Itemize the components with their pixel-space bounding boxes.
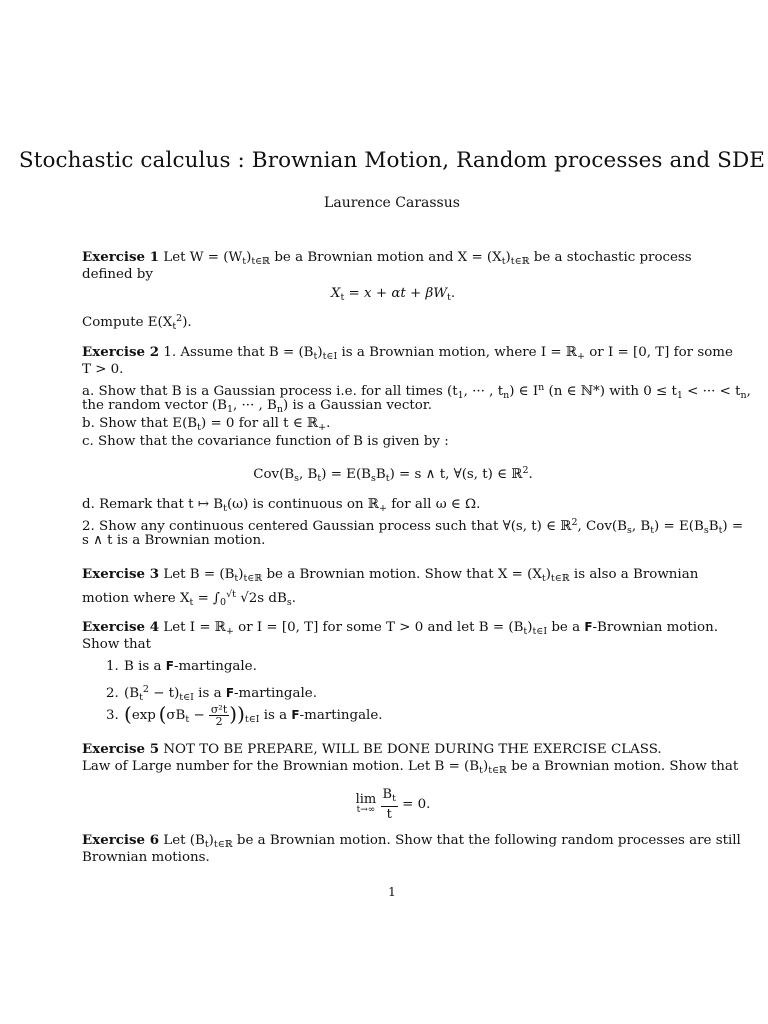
exercise-1-line-2: defined by xyxy=(82,267,153,282)
bt-over-t-fraction: $\frac{B_t}{t}$ xyxy=(382,787,396,822)
exercise-5-limit-equation: lim t→∞ $\frac{B_t}{t}$ = 0. xyxy=(355,787,431,822)
exercise-2-part-b: b. Show that $E(B_t) = 0$ for all t ∈ ℝ$_+$. xyxy=(82,416,331,433)
exercise-6-line-2: Brownian motions. xyxy=(82,850,210,865)
exercise-2-part-d: d. Remark that t ↦ $B_t(\omega)$ is continuous on ℝ$_+$ for all ω ∈ Ω. xyxy=(82,497,481,514)
exercise-4-line-1: Exercise 4 Let I = ℝ$_+$ or I = [0, T] for some T > 0 and let $B = (B_t)_{t\in I}$ be a F-Brownian motion. xyxy=(82,619,718,637)
exercise-4-label: Exercise 4 xyxy=(82,619,160,635)
exercise-3-line-1: Exercise 3 Let $B = (B_t)_{t\in ℝ}$ be a Brownian motion. Show that $X = (X_t)_{t\in ℝ}$ is also a Brownian xyxy=(82,566,699,584)
exercise-2-line-1: Exercise 2 1. Assume that $B = (B_t)_{t\in I}$ is a Brownian motion, where I = ℝ$_+$ or I = [0, T] for some xyxy=(82,344,733,362)
exercise-2-part-a: a. Show that B is a Gaussian process i.e. for all times ($t_1$, ··· , $t_n$) ∈ $I^n$ (n ∈ ℕ*) with $0 \le t_1$ < ··· < $t_n$, xyxy=(82,382,751,401)
exercise-2-label: Exercise 2 xyxy=(82,344,160,360)
exercise-3-line-2: motion where $X_t = \int_0^{√t}$ √2s $dB_s$. xyxy=(82,589,296,608)
exercise-2-part-2: 2. Show any continuous centered Gaussian process such that ∀(s, t) ∈ ℝ$^2$, $Cov(B_s$, $B_t) = E(B_sB_t)$ = xyxy=(82,517,744,536)
exercise-3-label: Exercise 3 xyxy=(82,566,160,582)
exercise-4-item-2: 2. $(B_t^2 - t)_{t\in I}$ is a F-martingale. xyxy=(106,684,317,703)
exercise-4-line-2: Show that xyxy=(82,637,151,652)
exercise-6-label: Exercise 6 xyxy=(82,832,160,848)
exercise-6-line-1: Exercise 6 Let $(B_t)_{t\in ℝ}$ be a Brownian motion. Show that the following random processes are still xyxy=(82,832,741,850)
exercise-2-part-a-line-2: the random vector ($B_1$, ··· , $B_n$) is a Gaussian vector. xyxy=(82,398,432,415)
document-author: Laurence Carassus xyxy=(324,195,460,211)
exercise-1-equation: $X_t = x + \alpha t + \beta W_t$. xyxy=(330,286,456,303)
exercise-2-part-c: c. Show that the covariance function of B is given by : xyxy=(82,434,449,449)
document-title: Stochastic calculus : Brownian Motion, Random processes and SDE xyxy=(18,148,766,173)
exercise-4-item-3: 3. (exp ($\sigma B_t$ − $\frac{\text{σ²t}}{2}$ ))$_{t\in I}$ is a F-martingale. xyxy=(106,702,383,728)
sigma-squared-t-over-2-fraction: $\frac{\text{σ²t}}{2}$ xyxy=(210,703,228,728)
exercise-1-line-1: Exercise 1 Let $W = (W_t)_{t\in ℝ}$ be a Brownian motion and $X = (X_t)_{t\in ℝ}$ be a stochastic process xyxy=(82,249,692,267)
exercise-2-line-2: T > 0. xyxy=(82,362,124,377)
exercise-1-label: Exercise 1 xyxy=(82,249,160,265)
exercise-4-item-1: 1. B is a F-martingale. xyxy=(106,659,257,674)
page-number: 1 xyxy=(388,885,396,899)
exercise-5-label: Exercise 5 xyxy=(82,741,160,757)
exercise-5-line-2: Law of Large number for the Brownian motion. Let $B = (B_t)_{t\in ℝ}$ be a Brownian motion. Show that xyxy=(82,759,739,776)
exercise-5-line-1: Exercise 5 NOT TO BE PREPARE, WILL BE DONE DURING THE EXERCISE CLASS. xyxy=(82,741,662,757)
exercise-2-covariance-equation: $Cov(B_s$, $B_t) = E(B_sB_t) = s$ ∧ t, ∀(s, t) ∈ ℝ$^2$. xyxy=(253,465,533,484)
exercise-1-compute: Compute $E(X_t^2)$. xyxy=(82,313,192,332)
exercise-2-part-2-line-2: s ∧ t is a Brownian motion. xyxy=(82,533,266,548)
